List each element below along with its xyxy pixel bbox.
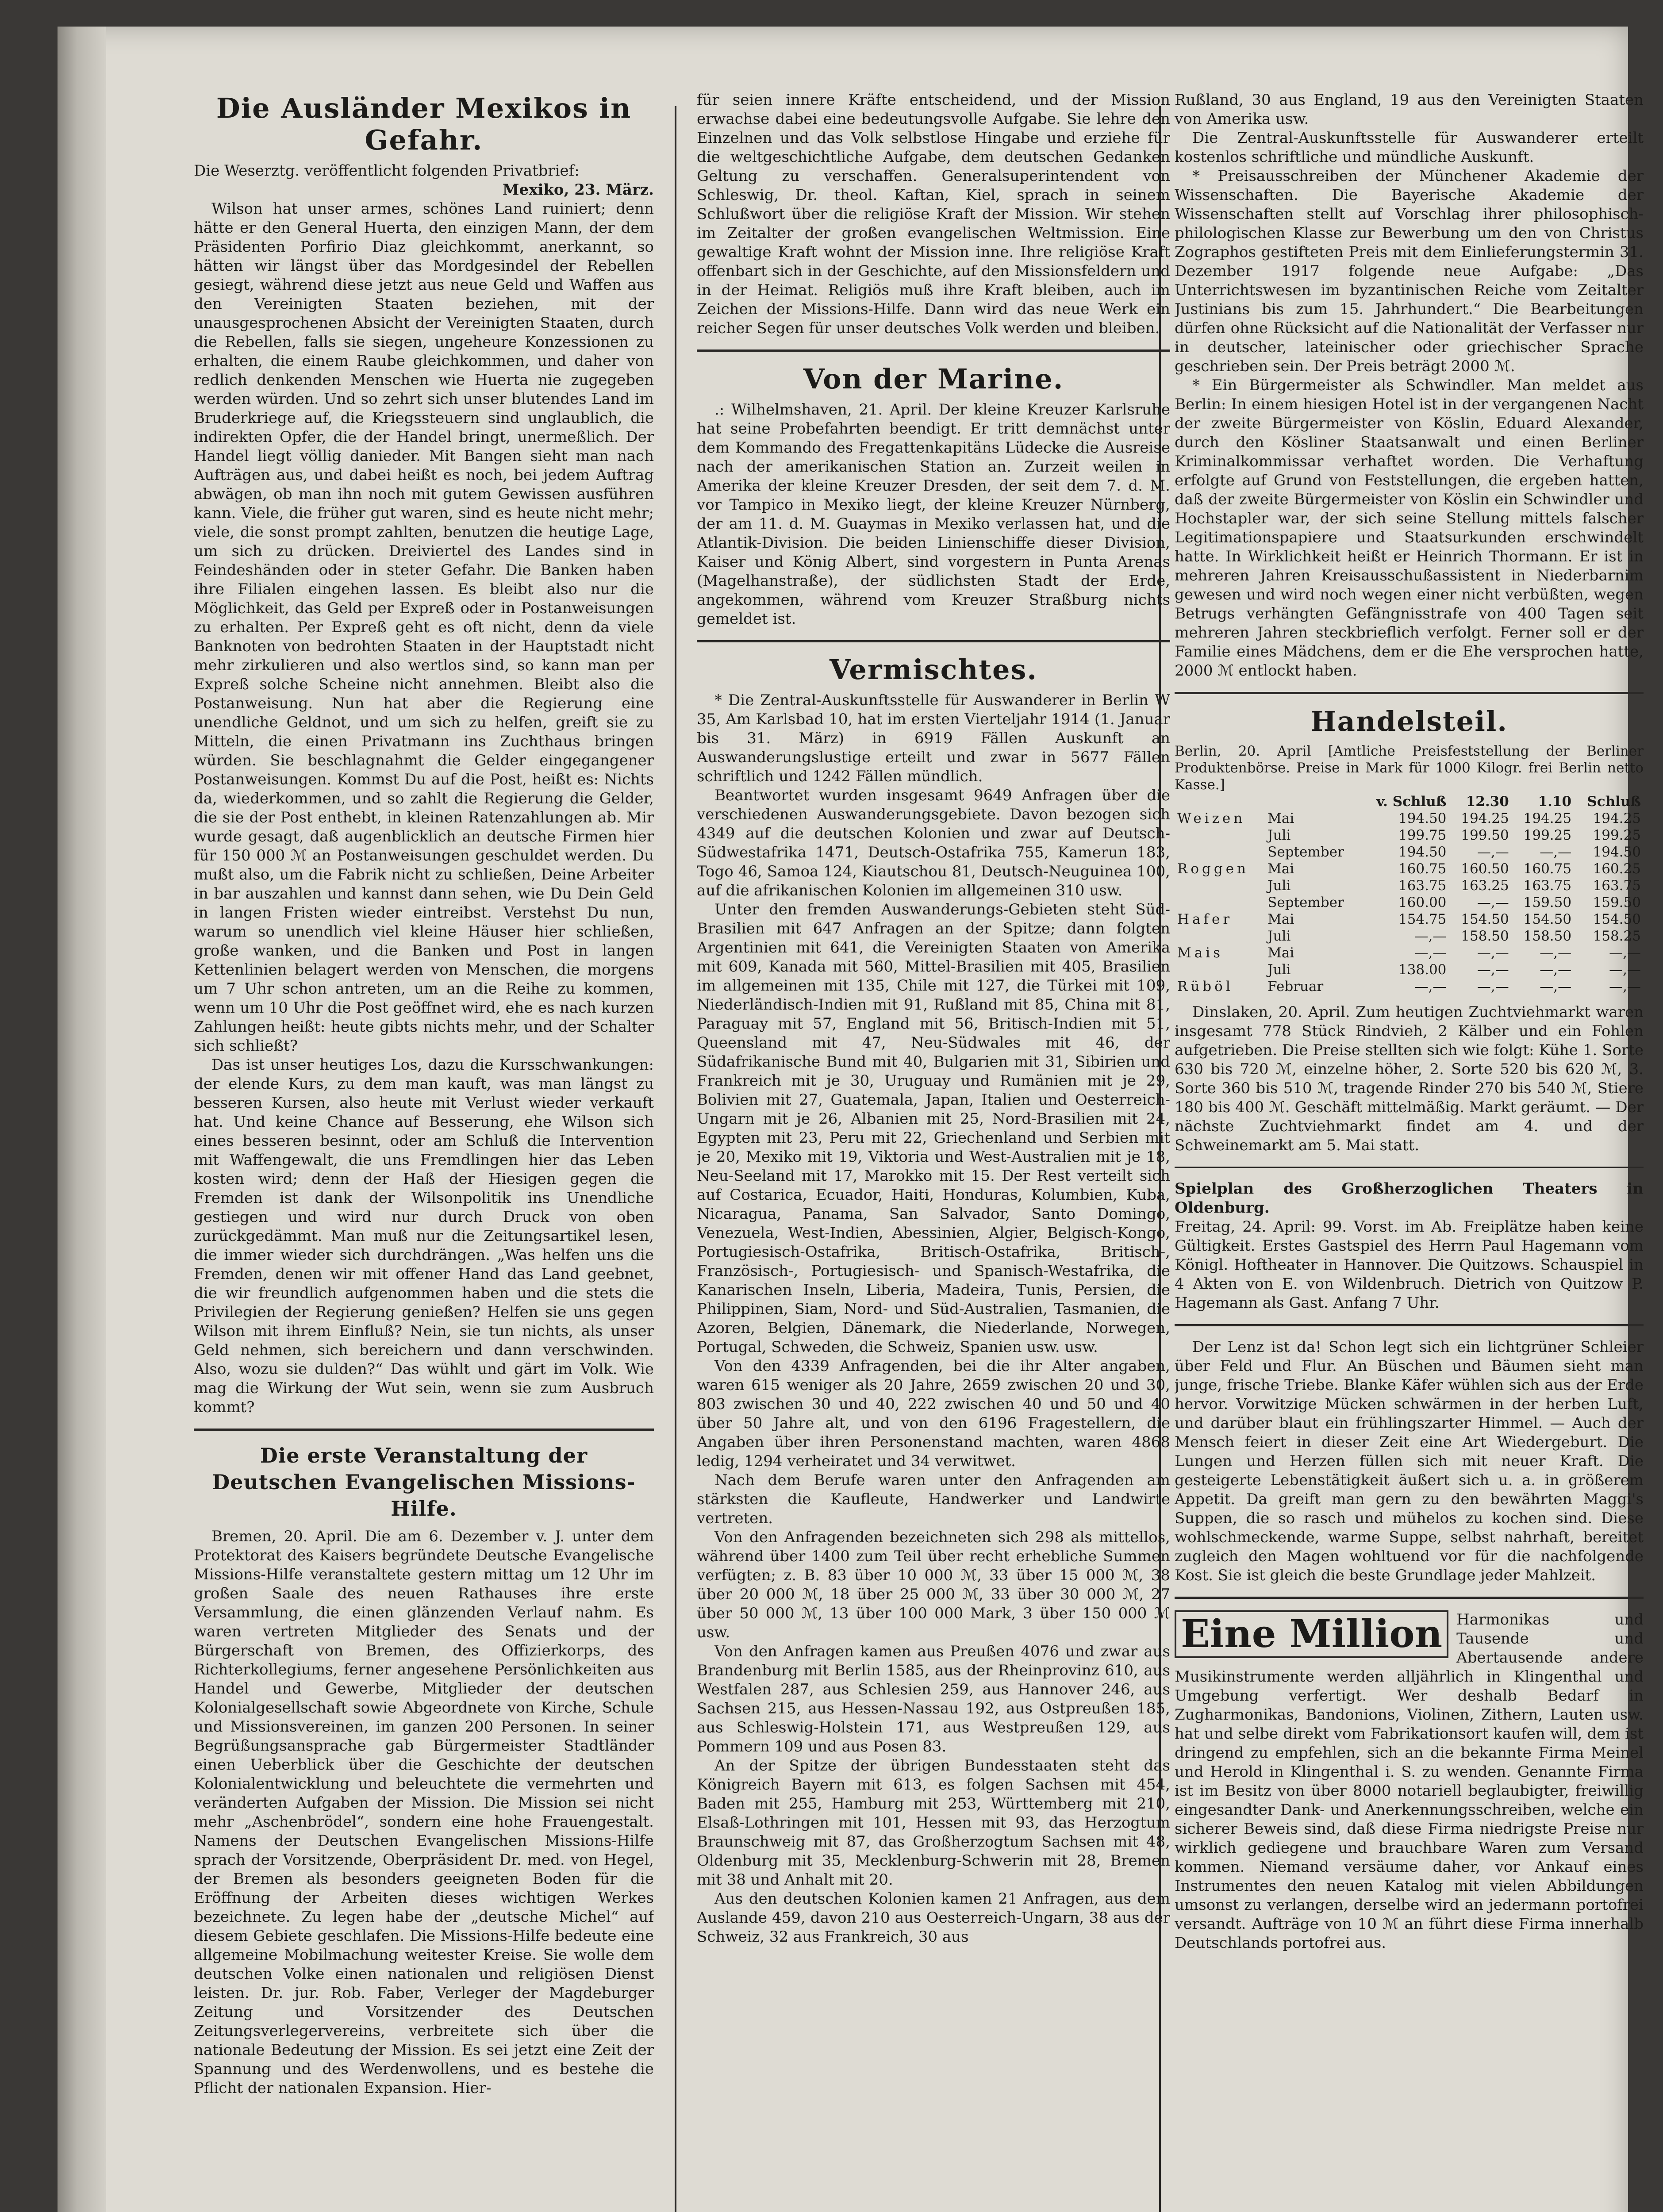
table-row — [1175, 877, 1644, 894]
table-cell: 199.25 — [1593, 827, 1641, 843]
table-cell: —,— — [1477, 945, 1509, 961]
table-cell: Weizen — [1177, 810, 1246, 826]
table-cell: September — [1267, 895, 1344, 910]
price-table-head-cell — [1175, 793, 1265, 810]
article-paragraph: * Ein Bürgermeister als Schwindler. Man meldet aus Berlin: In einem hiesigen Hotel ist in der vergangenen Nacht der zweite Bürgermeister von Köslin, Eduard Alexander, durch den Kösliner Staatsanwalt und einen Berliner Kriminalkommissar verhaftet worden. Die Verhaftung erfolgte auf Grund von Feststellungen, die ergeben hatten, daß der zweite Bürgermeister von Köslin ein Schwindler und Hochstapler war, der sich seine Stellung mittels falscher Legitimationspapiere und Staatsurkunden erschwindelt hatte. In Wirklichkeit heißt er Heinrich Thormann. Er ist in mehreren Jahren Kreisausschußassistent in Niederbarnim gewesen und wird noch wegen einer nicht verbüßten, wegen Betrugs verhängten Gefängnisstrafe von 400 Tagen seit mehreren Jahren steckbrieflich verfolgt. Ferner soll er der Familie eines Mädchens, dem er die Ehe versprochen hatte, 2000 ℳ entlockt haben. — [1175, 376, 1644, 680]
article-paragraph: * Die Zentral-Auskunftsstelle für Auswanderer in Berlin W 35, Am Karlsbad 10, hat im ersten Vierteljahr 1914 (1. Januar bis 31. März) in 6919 Fällen Auskunft an Auswanderungslustige erteilt und zwar in 5677 Fällen schriftlich und 1242 Fällen mündlich. — [697, 691, 1170, 785]
price-table-header — [1175, 793, 1644, 810]
table-cell: 194.50 — [1593, 844, 1641, 860]
theater-title: Spielplan des Großherzoglichen Theaters in Oldenburg. — [1175, 1180, 1644, 1217]
table-cell: 159.50 — [1523, 895, 1572, 910]
table-cell: 160.50 — [1461, 861, 1509, 877]
article-intro: Die Weserztg. veröffentlicht folgenden Privatbrief: — [194, 162, 580, 180]
table-cell: —,— — [1414, 928, 1447, 944]
table-cell: 199.25 — [1523, 827, 1572, 843]
table-row — [1175, 844, 1644, 860]
column-3 — [1175, 91, 1644, 2212]
table-cell: 163.25 — [1461, 878, 1509, 894]
table-cell — [1175, 844, 1265, 860]
table-cell: Mai — [1267, 861, 1294, 877]
table-cell: 160.25 — [1593, 861, 1641, 877]
article-paragraph: Von den 4339 Anfragenden, bei die ihr Alter angaben, waren 615 weniger als 20 Jahre, 2659 zwischen 20 und 30, 803 zwischen 30 und 40, 222 zwischen 40 und 50 und 40 über 50 Jahre alt, und von den 6196 Fragestellern, die Angaben über ihren Personenstand machten, waren 4868 ledig, 1294 verheiratet und 34 verwitwet. — [697, 1357, 1170, 1470]
article-paragraph: für seien innere Kräfte entscheidend, und der Mission erwachse dabei eine bedeutungsvolle Aufgabe. Sie lehre den Einzelnen und das Volk selbstlose Hingabe und erziehe für die weltgeschichtliche Aufgabe, dem deutschen Gedanken Geltung zu verschaffen. Generalsuperintendent von Schleswig, Dr. theol. Kaftan, Kiel, sprach in seinem Schlußwort über die religiöse Kraft der Mission. Wir stehen im Zeitalter der großen evangelischen Weltmission. Eine gewaltige Kraft wohnt der Mission inne. Ihre religiöse Kraft offenbart sich in der Geschichte, auf den Missionsfeldern und in der Heimat. Religiös muß ihre Kraft bleiben, auch im Zeichen der Missions-Hilfe. Dann wird das neue Werk ein reicher Segen für unser deutsches Volk werden und bleiben. — [697, 91, 1170, 337]
section-title-handelsteil: Handelsteil. — [1310, 705, 1508, 737]
article-paragraph: Von den Anfragenden bezeichneten sich 298 als mittellos, während über 1400 zum Teil über recht erhebliche Summen verfügten; z. B. 83 über 10 000 ℳ, 33 über 15 000 ℳ, 38 über 20 000 ℳ, 18 über 25 000 ℳ, 33 über 30 000 ℳ, 27 über 50 000 ℳ, 13 über 100 000 Mark, 3 über 150 000 ℳ usw. — [697, 1528, 1170, 1641]
table-cell: September — [1267, 844, 1344, 860]
table-cell: 154.50 — [1523, 911, 1572, 927]
table-cell: Mai — [1267, 911, 1294, 927]
table-cell: 160.75 — [1523, 861, 1572, 877]
table-cell: 160.00 — [1398, 895, 1447, 910]
table-row — [1175, 860, 1644, 877]
table-cell — [1175, 894, 1265, 911]
section-divider — [1175, 1167, 1644, 1168]
article-paragraph: Rußland, 30 aus England, 19 aus den Vereinigten Staaten von Amerika usw. — [1175, 91, 1644, 128]
article-paragraph: Der Lenz ist da! Schon legt sich ein lichtgrüner Schleier über Feld und Flur. An Büschen und Bäumen sieht man junge, frische Triebe. Blanke Käfer wühlen sich aus der Erde hervor. Vorwitzige Mücken schwärmen in der herben Luft, und darüber blaut ein frühlingszarter Himmel. — Auch der Mensch feiert in dieser Zeit eine Art Wiedergeburt. Die Lungen und Herzen füllen sich mit neuer Kraft. Die gesteigerte Lebenstätigkeit äußert sich u. a. in größerem Appetit. Da greift man gern zu den bewährten Maggi's Suppen, die so rasch und mühelos zu kochen sind. Diese wohlschmeckende, warme Suppe, selbst nahrhaft, bereitet zugleich den Magen wohltuend vor für die nachfolgende Kost. Sie ist gleich die beste Grundlage jeder Mahlzeit. — [1175, 1338, 1644, 1584]
table-cell: 199.50 — [1461, 827, 1509, 843]
table-cell: Hafer — [1177, 911, 1233, 927]
article-paragraph: Nach dem Berufe waren unter den Anfragenden am stärksten die Kaufleute, Handwerker und Landwirte vertreten. — [697, 1471, 1170, 1527]
ad-headline: Eine Million — [1175, 1610, 1448, 1658]
table-cell: 194.25 — [1593, 810, 1641, 826]
section-divider — [1175, 692, 1644, 694]
table-cell: 194.25 — [1523, 810, 1572, 826]
table-cell: 163.75 — [1593, 878, 1641, 894]
article-paragraph: Bremen, 20. April. Die am 6. Dezember v. J. unter dem Protektorat des Kaisers begründete Deutsche Evangelische Missions-Hilfe veranstaltete gestern mittag um 12 Uhr im großen Saale des neuen Rathauses ihre erste Versammlung, die einen glänzenden Verlauf nahm. Es waren vertreten Mitglieder des Senats und der Bürgerschaft von Bremen, des Offizierkorps, des Richterkollegiums, ferner angesehene Persönlichkeiten aus Handel und Gewerbe, Mitglieder der deutschen Kolonialgesellschaft sowie Abgeordnete von Kirche, Schule und Missionsvereinen, im ganzen 200 Personen. In seiner Begrüßungsansprache gab Bürgermeister Stadtländer einen Ueberblick über die Geschichte der deutschen Kolonialentwicklung und beleuchtete die vermehrten und veränderten Aufgaben der Mission. Die Mission sei nicht mehr „Aschenbrödel“, sondern eine hohe Frauengestalt. Namens der Deutschen Evangelischen Missions-Hilfe sprach der Vorsitzende, Oberpräsident Dr. med. von Hegel, der Bremen als besonders geeigneten Boden für die Eröffnung der Arbeiten dieses wichtigen Werkes bezeichnete. Zu legen habe der „deutsche Michel“ auf diesem Gebiete geschlafen. Die Missions-Hilfe bedeute eine allgemeine Mobilmachung weitester Kreise. Sie wolle dem deutschen Volke einen nationalen und religiösen Dienst leisten. Dr. jur. Rob. Faber, Verleger der Magdeburger Zeitung und Vorsitzender des Deutschen Zeitungsverlegervereins, verbreitete sich über die nationale Bedeutung der Mission. Es sei jetzt eine Zeit der Spannung und des Werdenwollens, und es bestehe die Pflicht der nationalen Expansion. Hier- — [194, 1528, 654, 2097]
table-row — [1175, 928, 1644, 945]
section-title-vermischtes: Vermischtes. — [830, 653, 1037, 686]
table-cell: —,— — [1540, 945, 1572, 961]
article-title-missions-hilfe: Die erste Veranstaltung der Deutschen Evangelischen Missions-Hilfe. — [212, 1444, 636, 1521]
article-paragraph: Das ist unser heutiges Los, dazu die Kursschwankungen: der elende Kurs, zu dem man kauft, was man längst zu besseren Kursen, also heute mit Verlust wieder verkauft hat. Und keine Chance auf Besserung, ehe Wilson sich eines besseren besinnt, oder am Schluß die Intervention mit Waffengewalt, die uns Fremdlingen hier das Leben kosten wird; denn der Haß der Hiesigen gegen die Fremden ist dank der Wilsonpolitik ins Unendliche gestiegen und wird nur durch Druck von oben zurückgedämmt. Man muß nur die Zeitungsartikel lesen, die immer wieder sich durchdrängen. „Was helfen uns die Fremden, denen wir mit offener Hand das Land geebnet, die wir freundlich aufgenommen haben und die stets die Privilegien der Regierung genießen? Helfen sie uns gegen Wilson mit ihrem Einfluß? Nein, sie tun nichts, als unser Geld nehmen, sich bereichern und dann verschwinden. Also, wozu sie dulden?“ Das wühlt und gärt im Volk. Wie mag die Wirkung der Wut sein, wenn sie zum Ausbruch kommt? — [194, 1056, 654, 1416]
theater-program: Freitag, 24. April: 99. Vorst. im Ab. Freiplätze haben keine Gültigkeit. Erstes Gastspiel des Herrn Paul Hagemann vom Königl. Hoftheater in Hannover. Die Quitzows. Schauspiel in 4 Akten von E. von Wildenbruch. Dietrich von Quitzow P. Hagemann als Gast. Anfang 7 Uhr. — [1175, 1218, 1644, 1312]
article-paragraph: Beantwortet wurden insgesamt 9649 Anfragen über die verschiedenen Auswanderungsgebiete. Davon bezogen sich 4349 auf die deutschen Kolonien und zwar auf Deutsch-Südwestafrika 1471, Deutsch-Ostafrika 755, Kamerun 183, Togo 46, Samoa 124, Kiautschou 81, Deutsch-Neuguinea 100, auf die afrikanischen Kolonien im allgemeinen 310 usw. — [697, 787, 1170, 899]
table-cell: Juli — [1267, 928, 1291, 944]
price-table-head-cell: Schluß — [1587, 794, 1641, 810]
article-paragraph: * Preisausschreiben der Münchener Akademie der Wissenschaften. Die Bayerische Akademie der Wissenschaften stellt auf Vorschlag ihrer philosophisch-philologischen Klasse zur Bewerbung um den von Christus Zographos gestifteten Preis mit dem Einlieferungstermin 31. Dezember 1917 folgende neue Aufgabe: „Das Unterrichtswesen im byzantinischen Reiche vom Zeitalter Justinians bis zum 15. Jahrhundert.“ Die Bearbeitungen dürfen ohne Rücksicht auf die Nationalität der Verfasser nur in deutscher, lateinischer oder griechischer Sprache geschrieben sein. Der Preis beträgt 2000 ℳ. — [1175, 167, 1644, 375]
column-1 — [194, 91, 654, 2212]
table-cell: Mai — [1267, 810, 1294, 826]
section-divider — [1175, 1597, 1644, 1599]
table-cell: 159.50 — [1593, 895, 1641, 910]
section-divider — [194, 1429, 654, 1431]
table-cell: —,— — [1414, 945, 1447, 961]
table-cell: —,— — [1609, 945, 1641, 961]
table-cell: —,— — [1414, 979, 1447, 995]
section-divider — [1175, 1324, 1644, 1326]
article-paragraph: An der Spitze der übrigen Bundesstaaten steht das Königreich Bayern mit 613, es folgen Sachsen mit 454, Baden mit 255, Hamburg mit 253, Württemberg mit 210, Elsaß-Lothringen mit 101, Hessen mit 93, das Herzogtum Braunschweig mit 87, das Großherzogtum Sachsen mit 48, Oldenburg mit 35, Mecklenburg-Schwerin mit 28, Bremen mit 38 und Anhalt mit 20. — [697, 1757, 1170, 1889]
table-row — [1175, 945, 1644, 961]
table-cell: 194.25 — [1461, 810, 1509, 826]
table-row — [1175, 827, 1644, 844]
table-cell: 194.50 — [1398, 844, 1447, 860]
table-cell: Februar — [1267, 979, 1324, 995]
table-cell: 138.00 — [1398, 962, 1447, 978]
ad-body: Harmonikas und Tausende und Abertausende andere Musikinstrumente werden alljährlich in Klingenthal und Umgebung verfertigt. Wer deshalb Bedarf in Zugharmonikas, Bandonions, Violinen, Zithern, Lauten usw. hat und selbe direkt vom Fabrikationsort kaufen will, dem ist dringend zu empfehlen, sich an die bekannte Firma Meinel und Herold in Klingenthal i. S. zu wenden. Genannte Firma ist im Besitz von über 8000 notariell beglaubigter, freiwillig eingesandter Dank- und Anerkennungsschreiben, welche ein sicherer Beweis sind, daß diese Firma niedrigste Preise nur wirklich gediegene und brauchbare Waren zum Versand kommen. Niemand versäume daher, vor Ankauf eines Instrumentes den neuen Katalog mit vielen Abbildungen umsonst zu verlangen, derselbe wird an jedermann portofrei versandt. Aufträge von 10 ℳ an führt diese Firma innerhalb Deutschlands portofrei aus. — [1175, 1611, 1644, 1952]
article-paragraph: .: Wilhelmshaven, 21. April. Der kleine Kreuzer Karlsruhe hat seine Probefahrten beendigt. Er tritt demnächst unter dem Kommando des Fregattenkapitäns Lüdecke die Ausreise nach der amerikanischen Station an. Zurzeit weilen in Amerika der kleine Kreuzer Dresden, der seit dem 7. d. M. vor Tampico in Mexiko liegt, der kleine Kreuzer Nürnberg, der am 11. d. M. Guaymas in Mexiko verlassen hat, und die Atlantik-Division. Die beiden Linienschiffe dieser Division, Kaiser und König Albert, sind vorgestern in Punta Arenas (Magelhanstraße), der südlichsten Stadt der Erde, angekommen, während vom Kreuzer Straßburg nichts gemeldet ist. — [697, 401, 1170, 628]
table-cell: Juli — [1267, 827, 1291, 843]
table-cell: —,— — [1540, 979, 1572, 995]
article-paragraph: Von den Anfragen kamen aus Preußen 4076 und zwar aus Brandenburg mit Berlin 1585, aus der Rheinprovinz 610, aus Westfalen 287, aus Schlesien 259, aus Hannover 246, aus Sachsen 215, aus Hessen-Nassau 192, aus Ostpreußen 185, aus Schleswig-Holstein 171, aus Westpreußen 129, aus Pommern 109 und aus Posen 83. — [697, 1643, 1170, 1755]
article-dateline: Mexiko, 23. März. — [502, 181, 654, 199]
market-header: Berlin, 20. April [Amtliche Preisfeststellung der Berliner Produktenbörse. Preise in Mark für 1000 Kilogr. frei Berlin netto Kasse.] — [1175, 743, 1644, 793]
table-row — [1175, 894, 1644, 911]
table-cell: 158.50 — [1461, 928, 1509, 944]
table-row — [1175, 961, 1644, 978]
table-cell: —,— — [1477, 962, 1509, 978]
article-paragraph: Aus den deutschen Kolonien kamen 21 Anfragen, aus dem Auslande 459, davon 210 aus Oesterreich-Ungarn, 38 aus der Schweiz, 32 aus Frankreich, 30 aus — [697, 1890, 1170, 1946]
table-cell: 154.50 — [1461, 911, 1509, 927]
article-paragraph: Wilson hat unser armes, schönes Land ruiniert; denn hätte er den General Huerta, den einzigen Mann, der dem Präsidenten Porfirio Diaz gleichkommt, anerkannt, so hätten wir längst über das Mordgesindel der Rebellen gesiegt, während diese jetzt aus neue Geld und Waffen aus den Vereinigten Staaten beziehen, mit der unausgesprochenen Absicht der Vereinigten Staaten, durch die Rebellen, falls sie siegen, ungeheure Konzessionen zu erhalten, die einem Raube gleichkommen, und daher von redlich denkenden Menschen wie Huerta nie zugegeben werden würden. Und so zehrt sich unser blutendes Land im Bruderkriege auf, die Kriegssteuern sind unglaublich, die indirekten Opfer, die der Handel bringt, unermeßlich. Der Handel liegt völlig danieder. Mit Bangen sieht man nach Aufträgen aus, und dabei heißt es noch, bei jedem Auftrag abwägen, ob man ihn noch mit gutem Gewissen ausführen kann. Viele, die früher gut waren, sind es heute nicht mehr; viele, die sonst prompt zahlten, benutzen die heutige Lage, um sich zu drücken. Dreiviertel des Landes sind in Feindeshänden oder in steter Gefahr. Die Banken haben ihre Filialen eingehen lassen. Es bleibt also nur die Möglichkeit, das Geld per Expreß oder in Postanweisungen zu erhalten. Per Expreß geht es oft nicht, denn da viele Banknoten von bedrohten Staaten in der Hauptstadt nicht mehr zirkulieren und also wertlos sind, so kann man per Expreß solche Scheine nicht annehmen. Bleibt also die Postanweisung. Nun hat aber die Regierung eine unendliche Geldnot, und um sich zu helfen, greift sie zu Mitteln, die einen Privatmann ins Zuchthaus bringen würden. Sie beschlagnahmt die Gelder eingegangener Postanweisungen. Kommst Du auf die Post, heißt es: Nichts da, wiederkommen, und so zahlt die Regierung die Gelder, die sie der Post enthebt, in kleinen Ratenzahlungen ab. Mir wurde gesagt, daß augenblicklich an deutsche Firmen hier für 150 000 ℳ an Postanweisungen geschuldet werden. Du mußt also, um die Fabrik nicht zu schließen, Deine Arbeiter in bar auszahlen und kannst dann sehen, wie Du Dein Geld in langen Fristen wieder eintreibst. Verstehst Du nun, warum so unendlich viel kleine Häuser hier schließen, große wanken, und die Banken und Post in langen Kettenlinien belagert werden von Menschen, die morgens um 7 Uhr schon antreten, um an die Reihe zu kommen, wenn um 10 Uhr die Post geöffnet wird, ehe es nach kurzen Zahlungen heißt: heute gibts nichts mehr, und der Schalter sich schließt? — [194, 200, 654, 1055]
table-cell: 158.50 — [1523, 928, 1572, 944]
table-cell: —,— — [1609, 979, 1641, 995]
price-table-head-cell — [1265, 793, 1361, 810]
table-cell: Mais — [1177, 945, 1224, 961]
table-cell: —,— — [1540, 962, 1572, 978]
article-paragraph: Dinslaken, 20. April. Zum heutigen Zuchtviehmarkt waren insgesamt 778 Stück Rindvieh, 2 Kälber und ein Fohlen aufgetrieben. Die Preise stellten sich wie folgt: Kühe 1. Sorte 630 bis 720 ℳ, einzelne höher, 2. Sorte 520 bis 620 ℳ, 3. Sorte 360 bis 510 ℳ, tragende Rinder 270 bis 540 ℳ, Stiere 180 bis 400 ℳ. Geschäft mittelmäßig. Markt geräumt. — Der nächste Zuchtviehmarkt findet am 4. und der Schweinemarkt am 5. Mai statt. — [1175, 1003, 1644, 1154]
article-paragraph: Unter den fremden Auswanderungs-Gebieten steht Süd-Brasilien mit 647 Anfragen an der Spitze; dann folgten Argentinien mit 641, die Vereinigten Staaten von Amerika mit 609, Kanada mit 560, Mittel-Brasilien mit 405, Brasilien im allgemeinen mit 135, Chile mit 127, die Türkei mit 109, Niederländisch-Indien mit 91, Rußland mit 85, China mit 81, Paraguay mit 57, England mit 56, Britisch-Indien mit 51, Queensland mit 47, Neu-Südwales mit 46, der Südafrikanische Bund mit 40, Bulgarien mit 31, Sibirien und Frankreich mit je 30, Uruguay und Rumänien mit je 29, Bolivien mit 27, Guatemala, Japan, Italien und Oesterreich-Ungarn mit je 26, Albanien mit 25, Nord-Brasilien mit 24, Egypten mit 23, Peru mit 22, Griechenland und Serbien mit je 20, Mexiko mit 19, Viktoria und West-Australien mit je 18, Neu-Seeland mit 17, Marokko mit 15. Der Rest verteilt sich auf Costarica, Ecuador, Haiti, Honduras, Kolumbien, Kuba, Nicaragua, Panama, San Salvador, Santo Domingo, Venezuela, West-Indien, Abessinien, Algier, Belgisch-Kongo, Portugiesisch-Ostafrika, Britisch-Ostafrika, Britisch-, Französisch-, Portugiesisch- und Spanisch-Westafrika, die Kanarischen Inseln, Liberia, Madeira, Tunis, Persien, die Philippinen, Siam, Nord- und Süd-Australien, Tasmanien, die Azoren, Belgien, Dänemark, die Niederlande, Norwegen, Portugal, Schweden, die Schweiz, Spanien usw. usw. — [697, 901, 1170, 1356]
price-table — [1175, 793, 1644, 995]
table-cell: Juli — [1267, 962, 1291, 978]
table-cell: —,— — [1477, 844, 1509, 860]
article-paragraph: Die Zentral-Auskunftsstelle für Auswanderer erteilt kostenlos schriftliche und mündliche Auskunft. — [1175, 129, 1644, 166]
price-table-head-cell: 12.30 — [1466, 794, 1509, 810]
table-cell: 158.25 — [1593, 928, 1641, 944]
column-2 — [697, 91, 1170, 2212]
table-cell: —,— — [1477, 979, 1509, 995]
book-spine — [58, 27, 106, 2212]
table-row — [1175, 810, 1644, 827]
price-table-head-cell: 1.10 — [1538, 794, 1572, 810]
table-row — [1175, 978, 1644, 995]
table-cell: 154.75 — [1398, 911, 1447, 927]
table-cell: 163.75 — [1523, 878, 1572, 894]
table-cell: Juli — [1267, 878, 1291, 894]
column-rule-left — [675, 106, 676, 2212]
table-cell: Rüböl — [1177, 979, 1233, 995]
table-cell: 160.75 — [1398, 861, 1447, 877]
table-cell: 194.50 — [1398, 810, 1447, 826]
table-cell — [1175, 928, 1265, 945]
section-divider — [697, 640, 1170, 642]
table-cell: Roggen — [1177, 861, 1249, 877]
table-cell: Mai — [1267, 945, 1294, 961]
section-divider — [697, 349, 1170, 352]
advertisement — [1175, 1610, 1644, 1953]
table-cell — [1175, 961, 1265, 978]
price-table-head-cell: v. Schluß — [1376, 794, 1447, 810]
table-cell — [1175, 827, 1265, 844]
table-cell: —,— — [1609, 962, 1641, 978]
table-cell — [1175, 877, 1265, 894]
table-cell: —,— — [1540, 844, 1572, 860]
table-cell: 154.50 — [1593, 911, 1641, 927]
table-row — [1175, 911, 1644, 928]
table-cell: 163.75 — [1398, 878, 1447, 894]
table-cell: —,— — [1477, 895, 1509, 910]
table-cell: 199.75 — [1398, 827, 1447, 843]
section-title-marine: Von der Marine. — [803, 363, 1064, 395]
article-title-mexiko: Die Ausländer Mexikos in Gefahr. — [216, 92, 632, 156]
